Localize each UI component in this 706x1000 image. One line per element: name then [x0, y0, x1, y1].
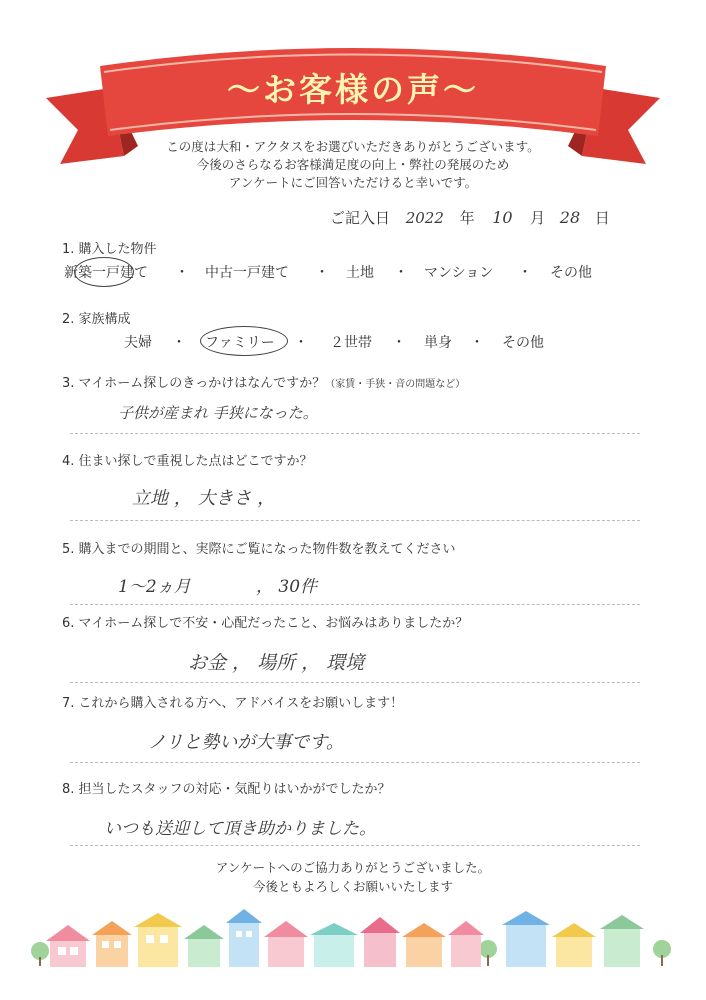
- q1-option-other: その他: [550, 265, 592, 281]
- answer-8: いつも送迎して頂き助かりました。: [104, 819, 376, 839]
- answer-5-count: ， 30件: [256, 577, 318, 597]
- q1-option-new-house: 新築一戸建て: [64, 265, 148, 281]
- question-3-note: （家賃・手狭・音の問題など）: [325, 379, 466, 390]
- q1-selected-circle: [74, 257, 134, 287]
- date-day: 28: [559, 208, 581, 227]
- thanks-line: アンケートへのご協力ありがとうございました。: [215, 860, 491, 875]
- question-8: 8. 担当したスタッフの対応・気配りはいかがでしたか？: [62, 782, 391, 797]
- q1-option-land: 土地: [346, 265, 374, 281]
- question-3: [62, 372, 465, 391]
- answer-4: 立地 ， 大きさ ，: [132, 488, 276, 509]
- date-year-unit: 年: [459, 209, 475, 227]
- answer-3: 子供が産まれ 手狭になった。: [118, 404, 318, 422]
- entry-date: [330, 207, 610, 228]
- intro-line: アンケートにご回答いただけると幸いです。: [228, 175, 478, 190]
- q1-option-condo: マンション: [424, 265, 494, 281]
- q2-option-family: ファミリー: [205, 335, 275, 351]
- answer-rule: [70, 604, 640, 605]
- answer-rule: [70, 433, 640, 434]
- q2-option-two-generation: ２世帯: [330, 335, 372, 351]
- answer-rule: [70, 682, 640, 683]
- question-1: 1. 購入した物件: [62, 242, 157, 257]
- intro-text: [0, 138, 706, 192]
- question-5: 5. 購入までの期間と、実際にご覧になった物件数を教えてください: [62, 542, 456, 557]
- intro-line: この度は大和・アクタスをお選びいただきありがとうございます。: [166, 139, 540, 154]
- date-label: ご記入日: [330, 209, 391, 227]
- answer-rule: [70, 845, 640, 846]
- banner-title: 〜お客様の声〜: [227, 70, 479, 109]
- question-7: 7. これから購入される方へ、アドバイスをお願いします！: [62, 696, 404, 711]
- answer-7: ノリと勢いが大事です。: [148, 732, 344, 753]
- houses-illustration: [30, 905, 676, 967]
- q2-option-single: 単身: [424, 335, 452, 351]
- answer-5-period: 1〜2ヵ月: [118, 577, 191, 597]
- question-2: 2. 家族構成: [62, 312, 131, 327]
- question-4: 4. 住まい探しで重視した点はどこですか？: [62, 454, 313, 469]
- q2-selected-circle: [200, 326, 288, 356]
- date-month-unit: 月: [530, 209, 546, 227]
- thanks-line: 今後ともよろしくお願いいたします: [252, 879, 453, 894]
- q1-option-used-house: 中古一戸建て: [205, 265, 289, 281]
- answer-6: お金 ， 場所 ， 環境: [188, 652, 365, 674]
- date-month: 10: [492, 208, 513, 227]
- q2-option-other: その他: [502, 335, 544, 351]
- q2-option-couple: 夫婦: [124, 335, 152, 351]
- answer-rule: [70, 520, 640, 521]
- intro-line: 今後のさらなるお客様満足度の向上・弊社の発展のため: [196, 157, 510, 172]
- date-year: 2022: [405, 209, 444, 227]
- q1-options: 新築一戸建て ・ 中古一戸建て ・ 土地 ・ マンション ・ その他: [0, 262, 706, 286]
- answer-rule: [70, 762, 640, 763]
- question-6: 6. マイホーム探しで不安・心配だったこと、お悩みはありましたか？: [62, 616, 469, 631]
- question-3-text: 3. マイホーム探しのきっかけはなんですか？: [62, 376, 326, 391]
- q2-options: 夫婦 ・ ファミリー ・ ２世帯 ・ 単身 ・ その他: [0, 332, 706, 356]
- date-day-unit: 日: [594, 209, 610, 227]
- thanks-text: [0, 858, 706, 896]
